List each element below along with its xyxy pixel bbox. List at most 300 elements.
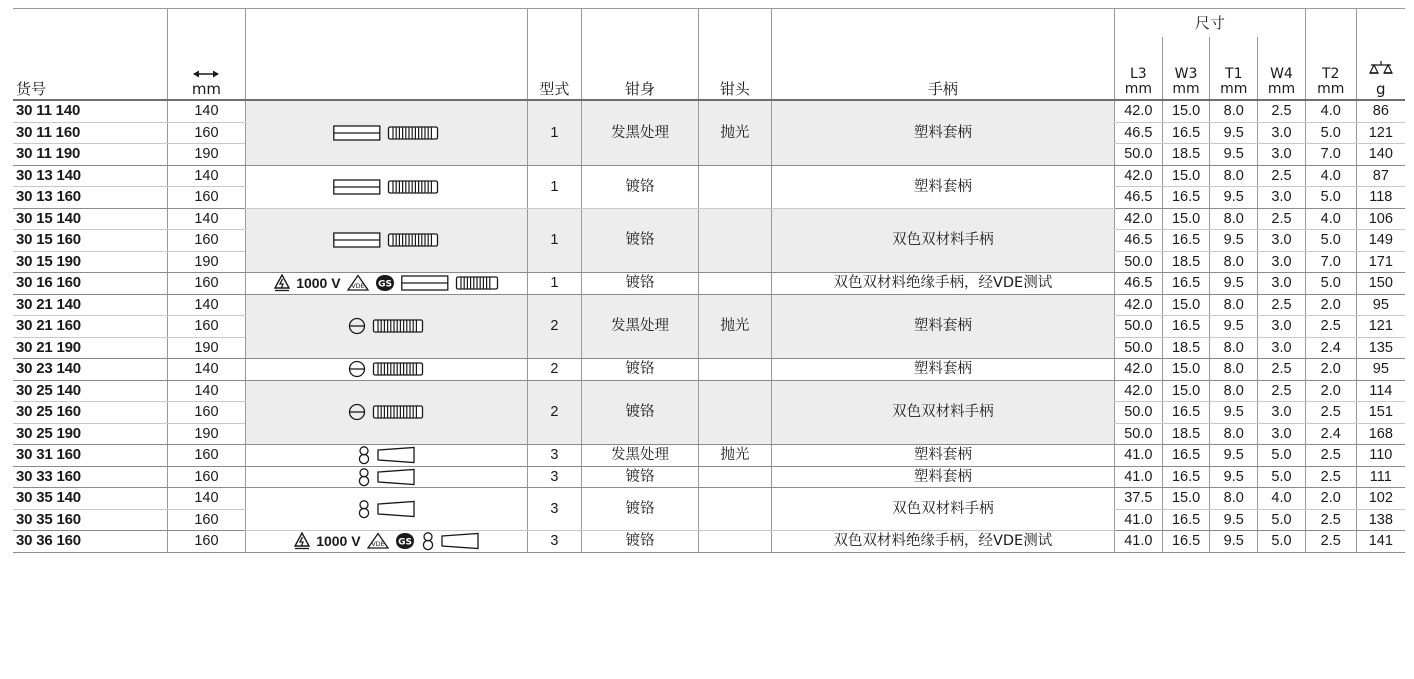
- flat-profile-icon: [333, 231, 381, 249]
- body-finish-value: 发黑处理: [581, 294, 698, 359]
- length-value: 140: [168, 359, 246, 381]
- article-number: 30 15 160: [13, 230, 168, 252]
- weight-value: 106: [1356, 208, 1405, 230]
- dim-l3-value: 50.0: [1115, 402, 1163, 424]
- article-number: 30 35 160: [13, 509, 168, 531]
- length-value: 190: [168, 144, 246, 166]
- tool-pictogram: [348, 360, 424, 378]
- article-number: 30 21 190: [13, 337, 168, 359]
- dim-l3-value: 42.0: [1115, 359, 1163, 381]
- article-number: 30 13 160: [13, 187, 168, 209]
- article-number: 30 15 140: [13, 208, 168, 230]
- handle-value: 塑料套柄: [771, 359, 1114, 381]
- article-number: 30 16 160: [13, 273, 168, 295]
- serrated-jaw-icon: [372, 360, 424, 378]
- dim-w4-value: 3.0: [1258, 187, 1306, 209]
- article-number: 30 31 160: [13, 445, 168, 467]
- tapered-jaw-icon: [377, 468, 415, 486]
- tool-pictogram: [348, 403, 424, 421]
- table-row: [13, 531, 1405, 553]
- dim-t2-value: 2.0: [1305, 380, 1356, 402]
- serrated-jaw-icon: [387, 124, 439, 142]
- tool-pictogram: [274, 273, 498, 293]
- dim-l3-value: 50.0: [1115, 423, 1163, 445]
- header-weight: [1356, 37, 1405, 100]
- handle-value: 塑料套柄: [771, 294, 1114, 359]
- dim-l3-value: 42.0: [1115, 380, 1163, 402]
- dim-t1-value: 8.0: [1210, 165, 1258, 187]
- handle-value: 双色双材料手柄: [771, 208, 1114, 273]
- dim-t2-value: 2.5: [1305, 402, 1356, 424]
- high-voltage-warning-icon: [274, 274, 290, 292]
- dim-w3-value: 16.5: [1162, 187, 1210, 209]
- header-dim-l3: L3 mm: [1115, 37, 1163, 100]
- dim-t1-value: 9.5: [1210, 316, 1258, 338]
- type-value: 3: [527, 466, 581, 488]
- header-picture: [245, 37, 527, 100]
- dim-w3-value: 15.0: [1162, 208, 1210, 230]
- pictogram-cell: [245, 208, 527, 273]
- dim-t1-value: 8.0: [1210, 488, 1258, 510]
- serrated-jaw-icon: [455, 274, 499, 292]
- dim-l3-value: 46.5: [1115, 187, 1163, 209]
- round-profile-icon: [348, 403, 366, 421]
- head-finish-value: [699, 165, 772, 208]
- article-number: 30 36 160: [13, 531, 168, 553]
- dim-w4-value: 5.0: [1258, 445, 1306, 467]
- head-finish-value: [699, 359, 772, 381]
- head-finish-value: [699, 273, 772, 295]
- figure-eight-profile-icon: [421, 531, 435, 551]
- body-finish-value: 镀铬: [581, 165, 698, 208]
- flat-profile-icon: [333, 178, 381, 196]
- dim-w3-value: 18.5: [1162, 337, 1210, 359]
- length-value: 140: [168, 380, 246, 402]
- head-finish-value: [699, 208, 772, 273]
- weight-value: 171: [1356, 251, 1405, 273]
- dim-w4-value: 3.0: [1258, 273, 1306, 295]
- length-value: 160: [168, 122, 246, 144]
- tool-pictogram: [357, 467, 415, 487]
- pictogram-cell: [245, 466, 527, 488]
- table-row: [13, 488, 1405, 510]
- dim-t1-value: 9.5: [1210, 466, 1258, 488]
- weight-value: 140: [1356, 144, 1405, 166]
- header-head: 钳头: [699, 37, 772, 100]
- serrated-jaw-icon: [372, 317, 424, 335]
- dim-l3-value: 46.5: [1115, 273, 1163, 295]
- length-value: 160: [168, 531, 246, 553]
- dim-l3-value: 50.0: [1115, 144, 1163, 166]
- body-finish-value: 发黑处理: [581, 445, 698, 467]
- dim-l3-value: 41.0: [1115, 531, 1163, 553]
- figure-eight-profile-icon: [357, 445, 371, 465]
- weight-value: 102: [1356, 488, 1405, 510]
- type-value: 1: [527, 165, 581, 208]
- handle-value: 双色双材料绝缘手柄，经VDE测试: [771, 273, 1114, 295]
- type-value: 3: [527, 531, 581, 553]
- handle-value: 塑料套柄: [771, 466, 1114, 488]
- dim-w4-value: 3.0: [1258, 337, 1306, 359]
- dim-w4-value: 2.5: [1258, 165, 1306, 187]
- voltage-rating-label: 1000 V: [296, 275, 341, 292]
- dim-w4-value: 3.0: [1258, 402, 1306, 424]
- dim-l3-value: 42.0: [1115, 165, 1163, 187]
- header-dim-t1: T1 mm: [1210, 37, 1258, 100]
- dim-w3-value: 15.0: [1162, 380, 1210, 402]
- weight-value: 121: [1356, 122, 1405, 144]
- head-finish-value: 抛光: [699, 100, 772, 165]
- dim-l3-value: 50.0: [1115, 251, 1163, 273]
- dim-t1-value: 9.5: [1210, 230, 1258, 252]
- header-body: 钳身: [581, 37, 698, 100]
- handle-value: 塑料套柄: [771, 165, 1114, 208]
- body-finish-value: 镀铬: [581, 208, 698, 273]
- dim-t1-value: 8.0: [1210, 294, 1258, 316]
- length-value: 140: [168, 488, 246, 510]
- dim-t2-value: 2.4: [1305, 337, 1356, 359]
- dim-t2-value: 4.0: [1305, 165, 1356, 187]
- type-value: 2: [527, 359, 581, 381]
- article-number: 30 25 160: [13, 402, 168, 424]
- length-value: 160: [168, 187, 246, 209]
- dim-t1-value: 9.5: [1210, 402, 1258, 424]
- dim-w3-value: 16.5: [1162, 273, 1210, 295]
- header-spacer: [13, 9, 168, 38]
- table-row: [13, 100, 1405, 122]
- table-row: [13, 208, 1405, 230]
- length-value: 140: [168, 100, 246, 122]
- dim-w4-value: 2.5: [1258, 380, 1306, 402]
- weight-value: 168: [1356, 423, 1405, 445]
- header-dim-w3: W3 mm: [1162, 37, 1210, 100]
- weight-value: 138: [1356, 509, 1405, 531]
- tool-pictogram: [333, 178, 439, 196]
- dim-t2-value: 4.0: [1305, 208, 1356, 230]
- dim-t1-value: 9.5: [1210, 273, 1258, 295]
- pictogram-cell: [245, 100, 527, 165]
- dim-w3-value: 15.0: [1162, 294, 1210, 316]
- type-value: 2: [527, 380, 581, 445]
- length-value: 160: [168, 402, 246, 424]
- flat-profile-icon: [333, 124, 381, 142]
- svg-text:VDE: VDE: [350, 282, 365, 291]
- dim-w4-value: 3.0: [1258, 144, 1306, 166]
- dim-w3-value: 15.0: [1162, 100, 1210, 122]
- table-row: [13, 466, 1405, 488]
- header-dim-t2: T2 mm: [1305, 37, 1356, 100]
- pictogram-cell: [245, 445, 527, 467]
- body-finish-value: 镀铬: [581, 466, 698, 488]
- header-dim-w4: W4 mm: [1258, 37, 1306, 100]
- length-value: 160: [168, 273, 246, 295]
- body-finish-value: 镀铬: [581, 380, 698, 445]
- dim-t1-value: 8.0: [1210, 100, 1258, 122]
- dim-t2-value: 2.0: [1305, 488, 1356, 510]
- length-value: 160: [168, 466, 246, 488]
- round-profile-icon: [348, 317, 366, 335]
- dim-t2-value: 5.0: [1305, 187, 1356, 209]
- head-finish-value: [699, 488, 772, 531]
- handle-value: 塑料套柄: [771, 445, 1114, 467]
- tapered-jaw-icon: [441, 532, 479, 550]
- article-number: 30 35 140: [13, 488, 168, 510]
- length-value: 190: [168, 251, 246, 273]
- dim-l3-value: 50.0: [1115, 337, 1163, 359]
- dim-w4-value: 5.0: [1258, 531, 1306, 553]
- dim-t2-value: 2.5: [1305, 531, 1356, 553]
- table-body: [13, 100, 1405, 552]
- table-row: [13, 273, 1405, 295]
- dim-w4-value: 2.5: [1258, 208, 1306, 230]
- weight-value: 121: [1356, 316, 1405, 338]
- vde-mark-icon: [367, 532, 389, 550]
- weight-value: 135: [1356, 337, 1405, 359]
- handle-value: 双色双材料手柄: [771, 380, 1114, 445]
- dim-w4-value: 3.0: [1258, 423, 1306, 445]
- dim-l3-value: 46.5: [1115, 122, 1163, 144]
- dim-t1-value: 9.5: [1210, 187, 1258, 209]
- dim-t1-value: 8.0: [1210, 380, 1258, 402]
- svg-text:GS: GS: [397, 537, 412, 548]
- body-finish-value: 镀铬: [581, 488, 698, 531]
- dim-t1-value: 8.0: [1210, 251, 1258, 273]
- svg-text:VDE: VDE: [370, 540, 385, 549]
- dim-t1-value: 8.0: [1210, 359, 1258, 381]
- dim-w4-value: 3.0: [1258, 122, 1306, 144]
- handle-value: 双色双材料手柄: [771, 488, 1114, 531]
- dim-l3-value: 42.0: [1115, 100, 1163, 122]
- type-value: 3: [527, 488, 581, 531]
- article-number: 30 13 140: [13, 165, 168, 187]
- header-type: 型式: [527, 37, 581, 100]
- length-value: 160: [168, 316, 246, 338]
- dim-w3-value: 16.5: [1162, 509, 1210, 531]
- dim-t2-value: 2.5: [1305, 509, 1356, 531]
- tool-pictogram: [333, 231, 439, 249]
- head-finish-value: 抛光: [699, 445, 772, 467]
- serrated-jaw-icon: [387, 178, 439, 196]
- dim-w3-value: 15.0: [1162, 359, 1210, 381]
- dim-w3-value: 16.5: [1162, 402, 1210, 424]
- weight-value: 87: [1356, 165, 1405, 187]
- dim-w3-value: 16.5: [1162, 316, 1210, 338]
- dim-t2-value: 7.0: [1305, 251, 1356, 273]
- article-number: 30 25 140: [13, 380, 168, 402]
- dim-t2-value: 2.5: [1305, 466, 1356, 488]
- head-finish-value: [699, 466, 772, 488]
- figure-eight-profile-icon: [357, 467, 371, 487]
- article-number: 30 21 140: [13, 294, 168, 316]
- pictogram-cell: [245, 488, 527, 531]
- pictogram-cell: [245, 359, 527, 381]
- tapered-jaw-icon: [377, 500, 415, 518]
- dim-t2-value: 2.5: [1305, 316, 1356, 338]
- body-finish-value: 镀铬: [581, 273, 698, 295]
- dim-w3-value: 15.0: [1162, 165, 1210, 187]
- length-value: 140: [168, 165, 246, 187]
- length-value: 160: [168, 230, 246, 252]
- length-value: 160: [168, 445, 246, 467]
- dim-t1-value: 8.0: [1210, 208, 1258, 230]
- dim-w3-value: 16.5: [1162, 445, 1210, 467]
- length-value: 160: [168, 509, 246, 531]
- weight-value: 150: [1356, 273, 1405, 295]
- length-value: 140: [168, 294, 246, 316]
- dimensions-heading: 尺寸: [1115, 9, 1306, 38]
- weight-value: 110: [1356, 445, 1405, 467]
- article-number: 30 25 190: [13, 423, 168, 445]
- weight-unit: g: [1376, 80, 1386, 98]
- head-finish-value: [699, 531, 772, 553]
- gs-safety-mark-icon: [375, 274, 395, 292]
- pliers-spec-table: [13, 8, 1405, 553]
- flat-profile-icon: [401, 274, 449, 292]
- scale-balance-icon: [1369, 60, 1393, 80]
- weight-value: 95: [1356, 294, 1405, 316]
- type-value: 1: [527, 273, 581, 295]
- tool-pictogram: [357, 445, 415, 465]
- weight-value: 118: [1356, 187, 1405, 209]
- tapered-jaw-icon: [377, 446, 415, 464]
- table-row: [13, 165, 1405, 187]
- dim-w3-value: 18.5: [1162, 144, 1210, 166]
- handle-value: 塑料套柄: [771, 100, 1114, 165]
- serrated-jaw-icon: [387, 231, 439, 249]
- weight-value: 141: [1356, 531, 1405, 553]
- handle-value: 双色双材料绝缘手柄，经VDE测试: [771, 531, 1114, 553]
- dim-t1-value: 9.5: [1210, 509, 1258, 531]
- dim-l3-value: 42.0: [1115, 208, 1163, 230]
- dim-w4-value: 3.0: [1258, 230, 1306, 252]
- serrated-jaw-icon: [372, 403, 424, 421]
- dim-t1-value: 9.5: [1210, 144, 1258, 166]
- length-value: 190: [168, 423, 246, 445]
- dim-t1-value: 8.0: [1210, 337, 1258, 359]
- table-row: [13, 294, 1405, 316]
- vde-mark-icon: [347, 274, 369, 292]
- dim-w3-value: 16.5: [1162, 531, 1210, 553]
- weight-value: 151: [1356, 402, 1405, 424]
- dim-w3-value: 16.5: [1162, 122, 1210, 144]
- body-finish-value: 镀铬: [581, 359, 698, 381]
- dim-t1-value: 9.5: [1210, 531, 1258, 553]
- pictogram-cell: [245, 294, 527, 359]
- voltage-rating-label: 1000 V: [316, 533, 361, 550]
- weight-value: 149: [1356, 230, 1405, 252]
- table-header: [13, 9, 1405, 101]
- double-arrow-icon: [193, 69, 219, 79]
- dim-t2-value: 2.0: [1305, 359, 1356, 381]
- type-value: 3: [527, 445, 581, 467]
- dim-w3-value: 18.5: [1162, 251, 1210, 273]
- gs-safety-mark-icon: [395, 532, 415, 550]
- header-handle: 手柄: [771, 37, 1114, 100]
- tool-pictogram: [357, 499, 415, 519]
- dim-w4-value: 3.0: [1258, 316, 1306, 338]
- pictogram-cell: [245, 273, 527, 295]
- dim-t1-value: 8.0: [1210, 423, 1258, 445]
- dim-w4-value: 4.0: [1258, 488, 1306, 510]
- dim-l3-value: 46.5: [1115, 230, 1163, 252]
- dim-l3-value: 37.5: [1115, 488, 1163, 510]
- dim-w4-value: 3.0: [1258, 251, 1306, 273]
- body-finish-value: 镀铬: [581, 531, 698, 553]
- article-number: 30 11 160: [13, 122, 168, 144]
- svg-text:GS: GS: [377, 279, 392, 290]
- dim-l3-value: 41.0: [1115, 466, 1163, 488]
- body-finish-value: 发黑处理: [581, 100, 698, 165]
- article-number: 30 11 190: [13, 144, 168, 166]
- header-length: [168, 37, 246, 100]
- dim-t1-value: 9.5: [1210, 122, 1258, 144]
- dim-t2-value: 4.0: [1305, 100, 1356, 122]
- pictogram-cell: [245, 380, 527, 445]
- head-finish-value: [699, 380, 772, 445]
- table-row: [13, 380, 1405, 402]
- header-article-no: 货号: [13, 37, 168, 100]
- type-value: 1: [527, 100, 581, 165]
- dim-l3-value: 42.0: [1115, 294, 1163, 316]
- tool-pictogram: [294, 531, 478, 551]
- dim-w3-value: 16.5: [1162, 466, 1210, 488]
- article-number: 30 21 160: [13, 316, 168, 338]
- dim-w4-value: 2.5: [1258, 294, 1306, 316]
- weight-value: 114: [1356, 380, 1405, 402]
- pictogram-cell: [245, 165, 527, 208]
- dim-w4-value: 2.5: [1258, 359, 1306, 381]
- dim-t2-value: 7.0: [1305, 144, 1356, 166]
- weight-value: 111: [1356, 466, 1405, 488]
- length-unit: mm: [191, 80, 222, 98]
- round-profile-icon: [348, 360, 366, 378]
- dim-t2-value: 2.4: [1305, 423, 1356, 445]
- dim-w3-value: 16.5: [1162, 230, 1210, 252]
- length-value: 190: [168, 337, 246, 359]
- dim-l3-value: 41.0: [1115, 509, 1163, 531]
- type-value: 2: [527, 294, 581, 359]
- head-finish-value: 抛光: [699, 294, 772, 359]
- dim-w4-value: 2.5: [1258, 100, 1306, 122]
- dim-t2-value: 5.0: [1305, 230, 1356, 252]
- article-number: 30 23 140: [13, 359, 168, 381]
- article-number: 30 15 190: [13, 251, 168, 273]
- weight-value: 95: [1356, 359, 1405, 381]
- dim-w4-value: 5.0: [1258, 466, 1306, 488]
- article-number: 30 33 160: [13, 466, 168, 488]
- table-row: [13, 445, 1405, 467]
- dim-w3-value: 18.5: [1162, 423, 1210, 445]
- dim-w3-value: 15.0: [1162, 488, 1210, 510]
- dim-t2-value: 2.0: [1305, 294, 1356, 316]
- dim-w4-value: 5.0: [1258, 509, 1306, 531]
- tool-pictogram: [348, 317, 424, 335]
- dim-t1-value: 9.5: [1210, 445, 1258, 467]
- length-value: 140: [168, 208, 246, 230]
- type-value: 1: [527, 208, 581, 273]
- article-number: 30 11 140: [13, 100, 168, 122]
- weight-value: 86: [1356, 100, 1405, 122]
- table-row: [13, 359, 1405, 381]
- tool-pictogram: [333, 124, 439, 142]
- high-voltage-warning-icon: [294, 532, 310, 550]
- product-spec-sheet: [13, 8, 1405, 553]
- dim-l3-value: 41.0: [1115, 445, 1163, 467]
- pictogram-cell: [245, 531, 527, 553]
- figure-eight-profile-icon: [357, 499, 371, 519]
- dim-t2-value: 5.0: [1305, 122, 1356, 144]
- dim-l3-value: 50.0: [1115, 316, 1163, 338]
